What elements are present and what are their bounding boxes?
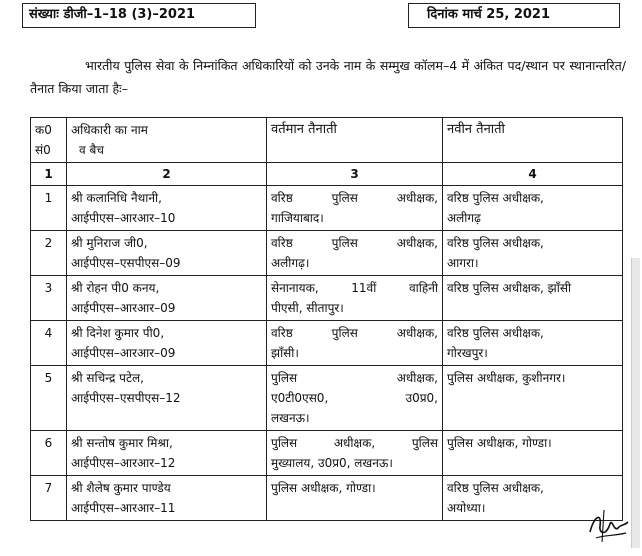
new-posting-cell [443,431,623,476]
current-posting-line: लखनऊ। [271,411,310,425]
officer-batch: आईपीएस–एसपीएस–12 [71,391,181,405]
new-posting-cell [443,366,623,431]
new-posting-line: वरिष्ठ पुलिस अधीक्षक, [447,236,544,250]
officer-name: श्री मुनिराज जी0, [71,236,148,250]
table-row [31,186,623,231]
officer-cell [67,476,267,521]
current-posting-line: वरिष्ठ पुलिस अधीक्षक, [271,191,438,205]
officer-batch: आईपीएस–आरआर–09 [71,301,176,315]
new-posting-line: अलीगढ़ [447,211,481,225]
current-posting-cell [267,186,443,231]
officer-batch: आईपीएस–आरआर–09 [71,346,176,360]
table-row [31,366,623,431]
table-row [31,231,623,276]
officer-cell [67,431,267,476]
officer-name: श्री रोहन पी0 कनय, [71,281,160,295]
header-officer [67,118,267,163]
officer-batch: आईपीएस–आरआर–10 [71,211,176,225]
new-posting-line: वरिष्ठ पुलिस अधीक्षक, [447,191,544,205]
officer-batch: आईपीएस–आरआर–11 [71,501,176,515]
reference-number: संख्याः डीजी–1–18 (3)–2021 [22,3,256,28]
intro-paragraph [30,54,626,100]
table-row [31,276,623,321]
current-posting-line: ए0टी0एस0, उ0प्र0, [271,391,438,405]
serial-number: 3 [31,276,67,321]
officer-batch: आईपीएस–आरआर–12 [71,456,176,470]
header-serial-number [31,118,67,163]
current-posting-line: अलीगढ़। [271,256,310,270]
column-number: 3 [267,163,443,186]
current-posting-cell [267,321,443,366]
officer-name: श्री दिनेश कुमार पी0, [71,326,165,340]
serial-number: 6 [31,431,67,476]
current-posting-cell [267,476,443,521]
intro-text: भारतीय पुलिस सेवा के निम्नांकित अधिकारियों को उनके नाम के सम्मुख कॉलम–4 में अंकित पद/स्थान पर स्थानान्तरित/तैनात किया जाता हैः– [30,58,626,96]
officer-cell [67,186,267,231]
new-posting-line: पुलिस अधीक्षक, गोण्डा। [447,436,552,450]
new-posting-line: अयोध्या। [447,501,486,515]
officer-name: श्री सचिन्द्र पटेल, [71,371,144,385]
officer-name: श्री कलानिधि नैथानी, [71,191,162,205]
current-posting-line: पुलिस अधीक्षक, गोण्डा। [271,481,376,495]
table-row [31,321,623,366]
current-posting-line: पुलिस अधीक्षक, [271,371,438,385]
officer-name: श्री शैलेष कुमार पाण्डेय [71,481,171,495]
officer-cell [67,231,267,276]
header-new-posting: नवीन तैनाती [443,118,623,163]
new-posting-cell [443,321,623,366]
current-posting-line: वरिष्ठ पुलिस अधीक्षक, [271,326,438,340]
current-posting-cell [267,431,443,476]
serial-number: 1 [31,186,67,231]
serial-number: 5 [31,366,67,431]
column-number: 4 [443,163,623,186]
signature-icon [584,502,632,546]
table-header-row [31,118,623,163]
serial-number: 2 [31,231,67,276]
table-row [31,476,623,521]
header-officer-line1: अधिकारी का नाम [71,123,148,137]
officer-cell [67,276,267,321]
order-date: दिनांक मार्च 25, 2021 [408,3,620,28]
current-posting-line: गाजियाबाद। [271,211,324,225]
new-posting-line: गोरखपुर। [447,346,488,360]
scrollbar-track[interactable] [631,258,640,548]
current-posting-line: पीएसी, सीतापुर। [271,301,344,315]
column-number-row [31,163,623,186]
table-body [31,186,623,521]
current-posting-line: पुलिस अधीक्षक, पुलिस [271,436,438,450]
column-number: 1 [31,163,67,186]
current-posting-line: झाँसी। [271,346,299,360]
officer-batch: आईपीएस–एसपीएस–09 [71,256,181,270]
new-posting-line: वरिष्ठ पुलिस अधीक्षक, झाँसी [447,281,572,295]
transfer-table [30,117,623,521]
new-posting-line: आगरा। [447,256,479,270]
header-officer-line2: व बैच [79,143,104,157]
current-posting-line: वरिष्ठ पुलिस अधीक्षक, [271,236,438,250]
new-posting-line: वरिष्ठ पुलिस अधीक्षक, [447,326,544,340]
officer-cell [67,366,267,431]
header-serial-line2: सं0 [35,143,51,157]
current-posting-cell [267,231,443,276]
serial-number: 7 [31,476,67,521]
officer-cell [67,321,267,366]
column-number: 2 [67,163,267,186]
header-current-posting: वर्तमान तैनाती [267,118,443,163]
new-posting-cell [443,231,623,276]
new-posting-line: वरिष्ठ पुलिस अधीक्षक, [447,481,544,495]
current-posting-cell [267,366,443,431]
current-posting-line: मुख्यालय, उ0प्र0, लखनऊ। [271,456,393,470]
document-header [0,0,642,30]
new-posting-cell [443,276,623,321]
serial-number: 4 [31,321,67,366]
current-posting-line: सेनानायक, 11वीं वाहिनी [271,281,438,295]
table-row [31,431,623,476]
new-posting-cell [443,186,623,231]
header-serial-line1: क0 [35,123,52,137]
officer-name: श्री सन्तोष कुमार मिश्रा, [71,436,173,450]
new-posting-line: पुलिस अधीक्षक, कुशीनगर। [447,371,566,385]
current-posting-cell [267,276,443,321]
